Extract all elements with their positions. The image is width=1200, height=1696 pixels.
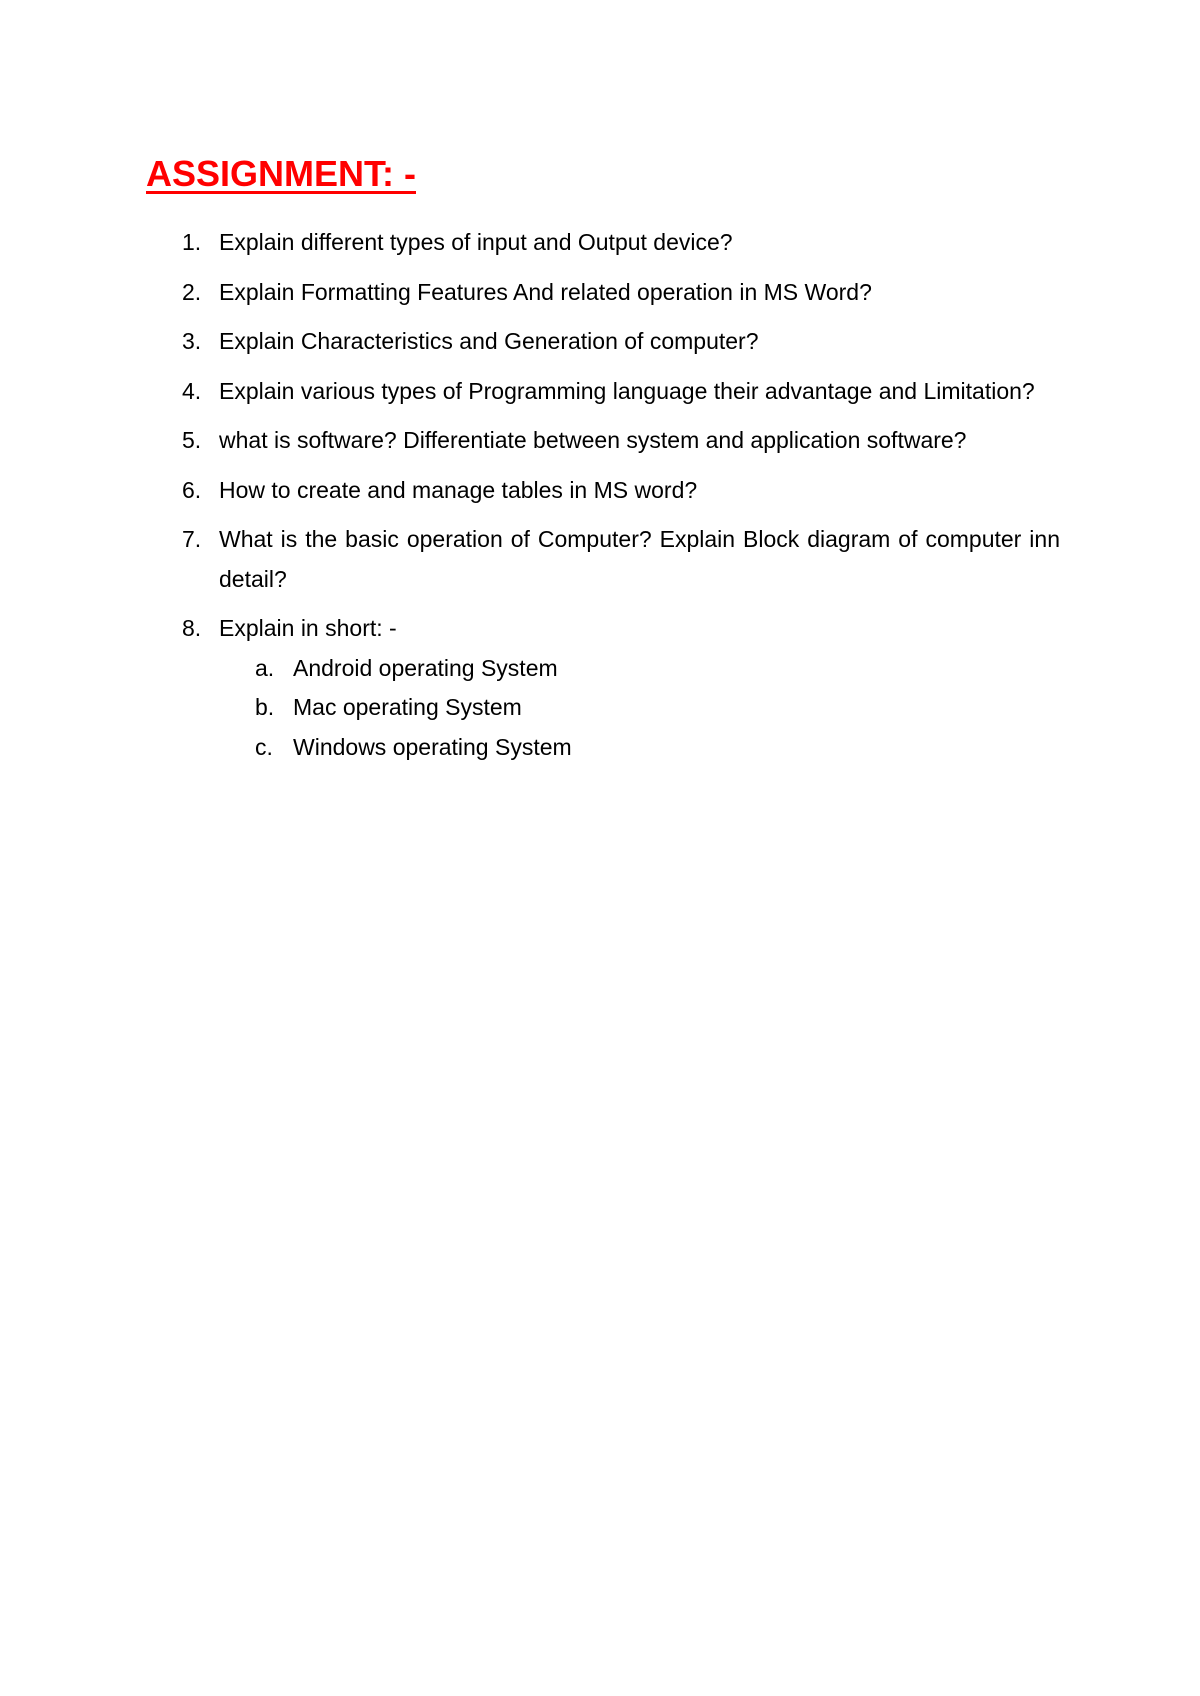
item-number: 5. xyxy=(182,427,202,453)
item-number: 4. xyxy=(182,377,202,404)
item-number: 2. xyxy=(182,278,202,305)
list-item xyxy=(146,223,1060,263)
item-text: What is the basic operation of Computer? Explain Block diagram of computer inn detail? xyxy=(219,526,1060,592)
sub-list-item xyxy=(219,688,1060,728)
sub-list-item xyxy=(219,728,1060,768)
sub-list-item xyxy=(219,649,1060,689)
sub-item-text: Windows operating System xyxy=(293,733,572,760)
list-item xyxy=(146,372,1060,412)
sub-item-text: Mac operating System xyxy=(293,694,522,720)
sub-item-letter: b. xyxy=(255,694,275,720)
item-number: 1. xyxy=(182,229,202,255)
question-list xyxy=(146,223,1060,777)
list-item xyxy=(146,609,1060,767)
list-item xyxy=(146,471,1060,511)
item-text: How to create and manage tables in MS word? xyxy=(219,476,698,503)
sub-list xyxy=(219,649,1060,768)
list-item xyxy=(146,520,1060,599)
sub-item-text: Android operating System xyxy=(293,654,558,681)
item-number: 3. xyxy=(182,328,202,354)
list-item xyxy=(146,273,1060,313)
item-text: Explain different types of input and Output device? xyxy=(219,229,733,255)
item-text: Explain Characteristics and Generation of computer? xyxy=(219,328,759,354)
item-number: 7. xyxy=(182,526,202,552)
item-text: Explain in short: - xyxy=(219,615,397,641)
sub-item-letter: a. xyxy=(255,654,275,681)
item-text: Explain Formatting Features And related operation in MS Word? xyxy=(219,278,872,305)
item-number: 6. xyxy=(182,476,202,503)
item-number: 8. xyxy=(182,615,202,641)
item-text: what is software? Differentiate between system and application software? xyxy=(219,427,967,453)
page-title: ASSIGNMENT: - xyxy=(146,153,416,194)
list-item xyxy=(146,421,1060,461)
item-text: Explain various types of Programming language their advantage and Limitation? xyxy=(219,377,1035,404)
list-item xyxy=(146,322,1060,362)
sub-item-letter: c. xyxy=(255,733,273,760)
